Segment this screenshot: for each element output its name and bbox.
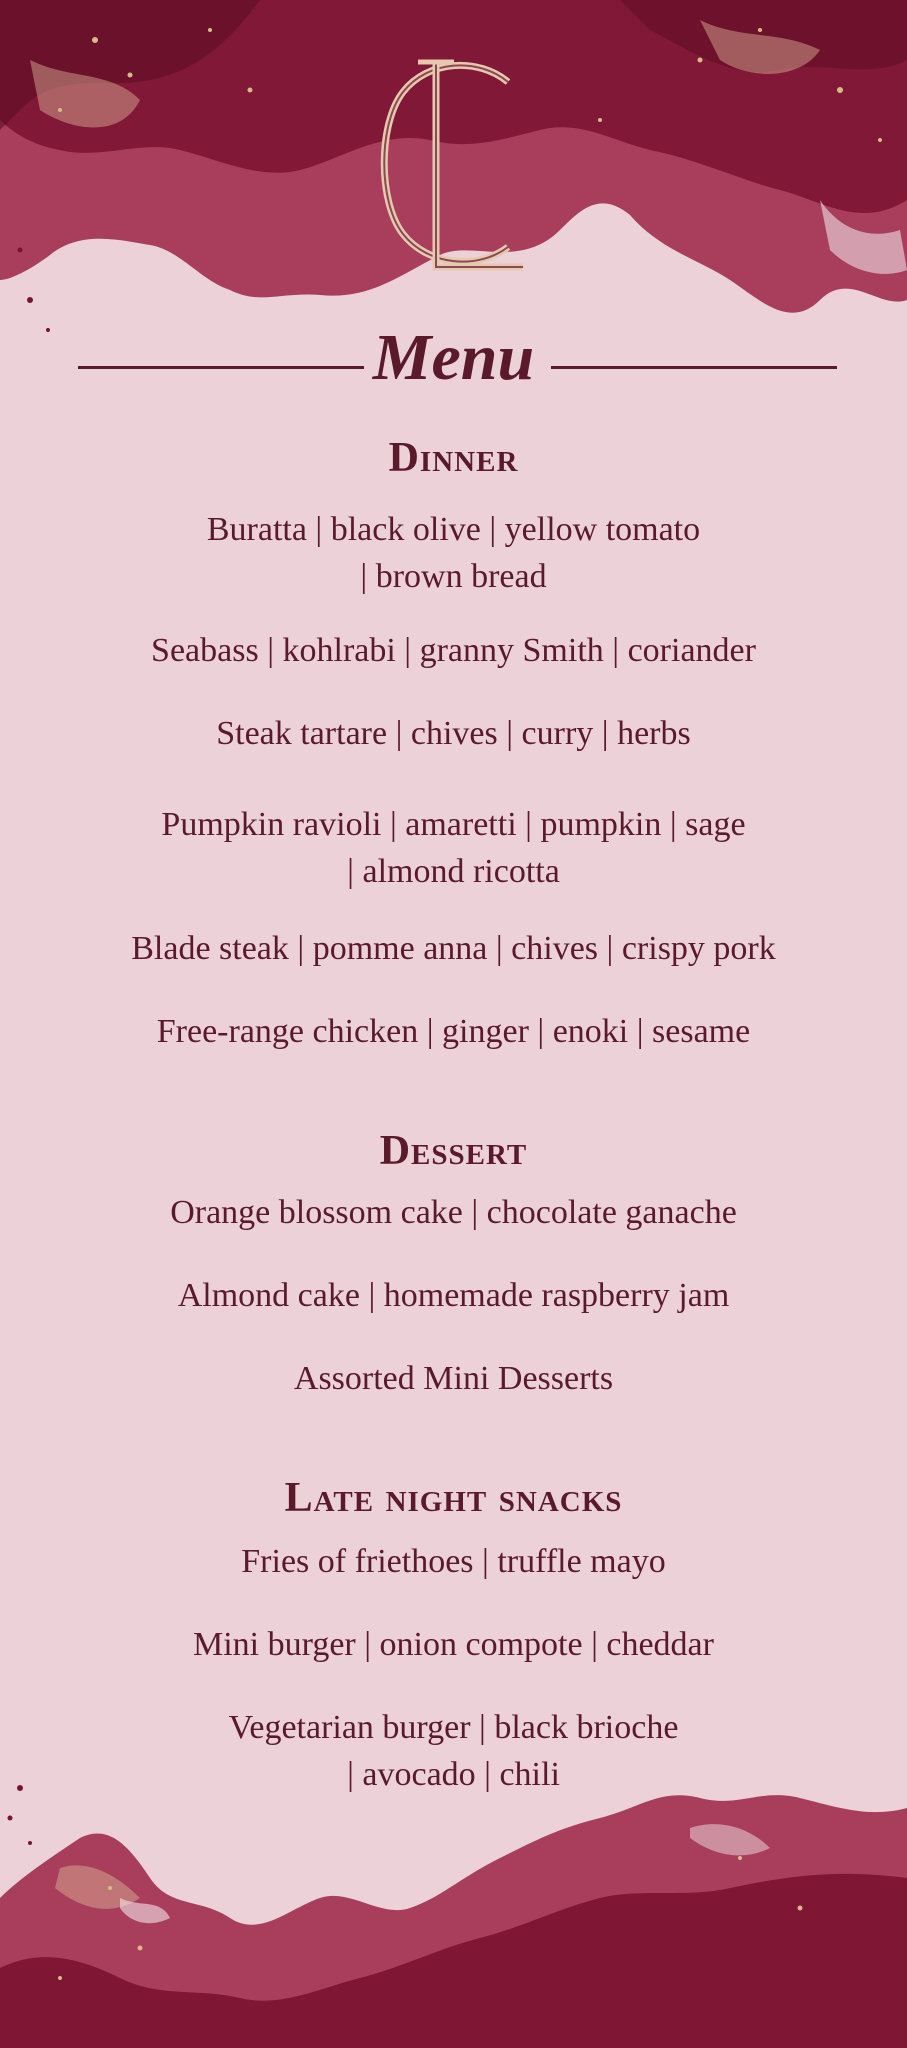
menu-item-line: Buratta | black olive | yellow tomato: [206, 511, 701, 548]
menu-content: [0, 430, 907, 1798]
section-dinner: [0, 430, 907, 1055]
monogram-logo: [358, 52, 538, 282]
heading-rule-right: [551, 366, 837, 369]
menu-item-line: Fries of friethoes | truffle mayo: [241, 1543, 666, 1580]
dessert-list: [0, 1189, 907, 1402]
menu-title: Menu: [372, 321, 535, 394]
menu-item: [44, 1621, 864, 1668]
menu-item-line: Free-range chicken | ginger | enoki | sesame: [156, 1013, 751, 1050]
menu-item-line: Vegetarian burger | black brioche: [228, 1709, 679, 1746]
menu-item: [44, 1189, 864, 1236]
menu-heading: [0, 318, 907, 398]
menu-item-line-continued: | brown bread: [360, 558, 547, 595]
menu-item-line: Almond cake | homemade raspberry jam: [177, 1277, 730, 1314]
menu-item: [44, 1538, 864, 1585]
snacks-list: [0, 1538, 907, 1798]
menu-item: [44, 925, 864, 972]
section-dessert: [0, 1123, 907, 1402]
section-late-night-snacks: [0, 1470, 907, 1798]
menu-item: [44, 1272, 864, 1319]
section-title-late-night-snacks: Late night snacks: [284, 1475, 623, 1521]
menu-item-line-continued: | almond ricotta: [347, 853, 560, 890]
menu-item-line: Orange blossom cake | chocolate ganache: [170, 1194, 737, 1231]
menu-item: [44, 506, 864, 600]
menu-item-line-continued: | avocado | chili: [347, 1756, 560, 1793]
menu-item-line: Pumpkin ravioli | amaretti | pumpkin | sage: [161, 806, 746, 843]
dinner-list: [0, 506, 907, 1055]
menu-item-line: Mini burger | onion compote | cheddar: [193, 1626, 714, 1663]
menu-item-line: Blade steak | pomme anna | chives | crispy pork: [131, 930, 776, 967]
menu-item: [44, 627, 864, 674]
menu-item: [44, 1704, 864, 1798]
menu-item-line: Seabass | kohlrabi | granny Smith | coriander: [151, 632, 756, 669]
section-title-dinner: Dinner: [388, 435, 519, 481]
menu-item-line: Steak tartare | chives | curry | herbs: [216, 715, 691, 752]
menu-item: [44, 710, 864, 757]
menu-item: [44, 1355, 864, 1402]
menu-item: [44, 1008, 864, 1055]
menu-item-line: Assorted Mini Desserts: [293, 1360, 614, 1397]
menu-item: [44, 801, 864, 895]
section-title-dessert: Dessert: [379, 1128, 528, 1174]
